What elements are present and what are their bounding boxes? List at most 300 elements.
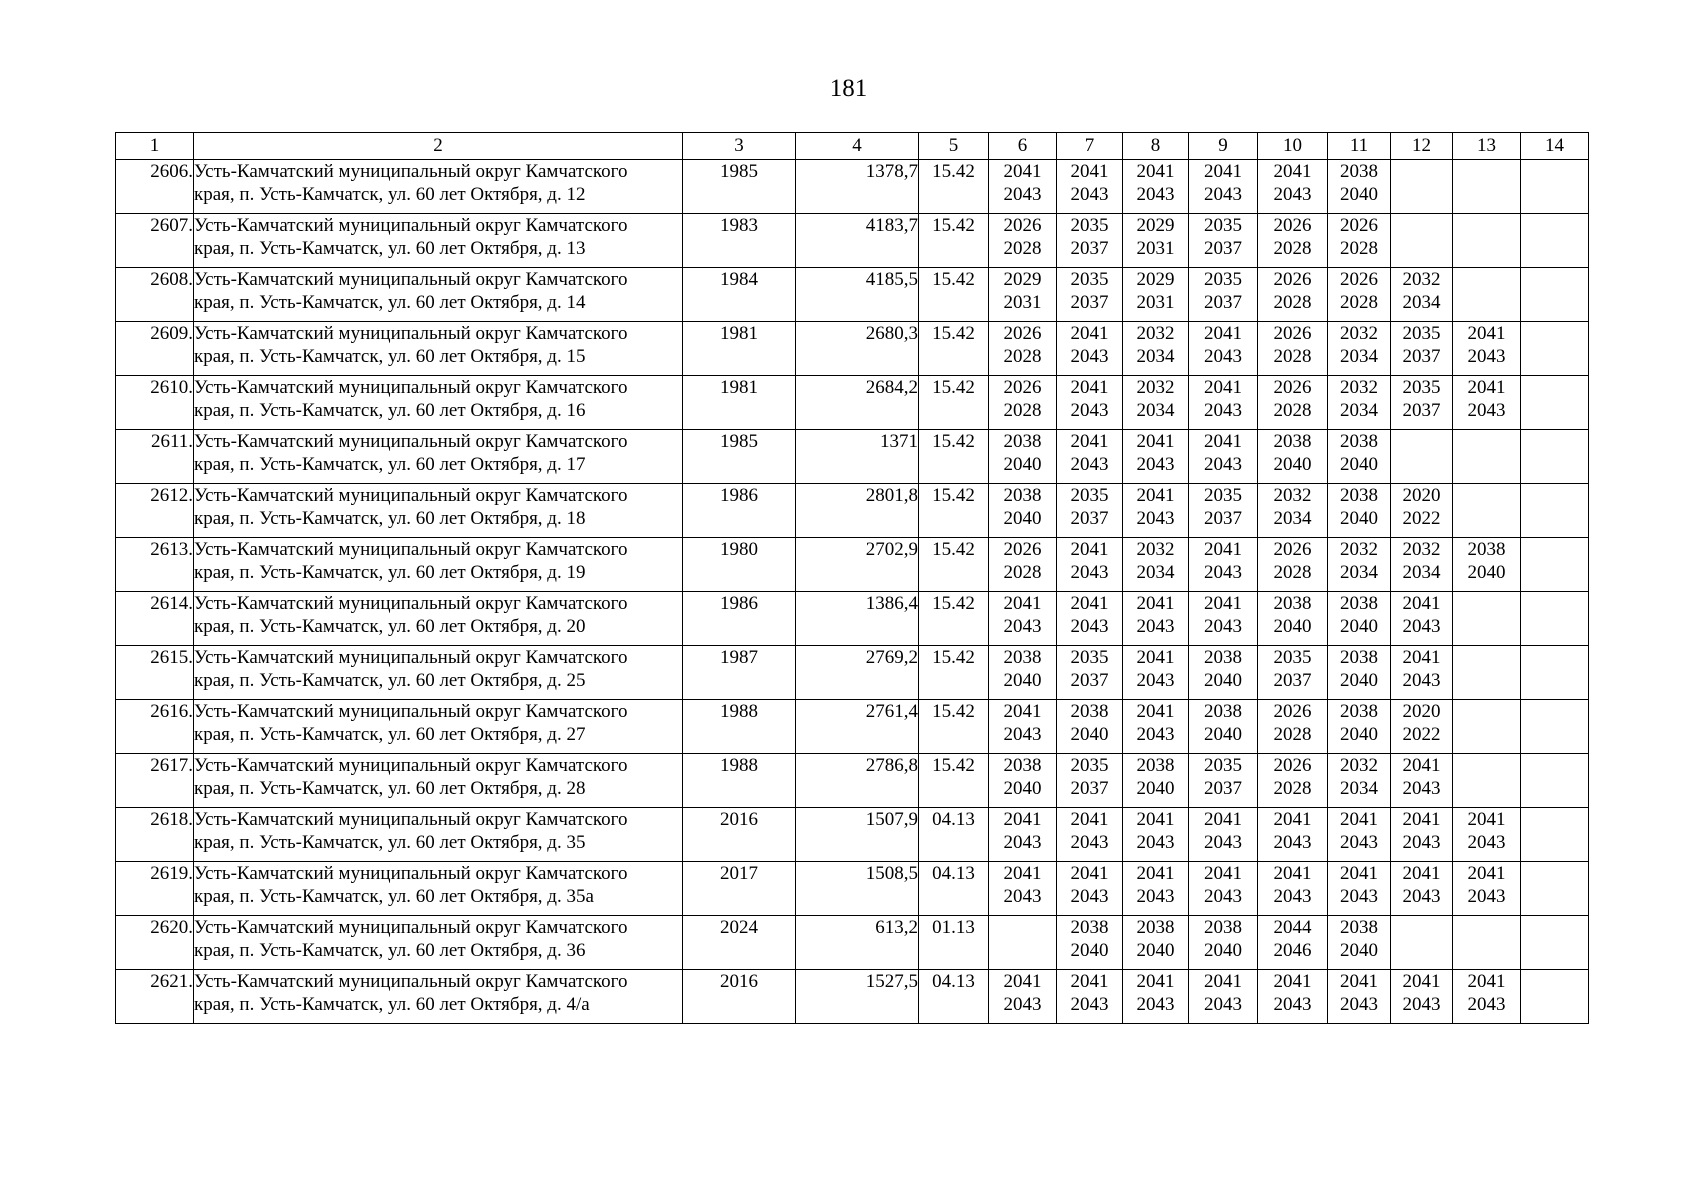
period-end-year: 2028: [1273, 562, 1312, 583]
code-cell: 04.13: [919, 970, 989, 1024]
period-end-year: 2028: [1273, 292, 1312, 313]
period-end-year: 2043: [1273, 184, 1312, 205]
period-end-year: 2043: [1070, 184, 1109, 205]
row-number: 2607.: [116, 214, 194, 268]
period-start-year: 2041: [1204, 809, 1242, 830]
repair-period-cell: [1391, 862, 1453, 916]
repair-period-cell: [1391, 970, 1453, 1024]
repair-period-cell: [1521, 538, 1589, 592]
address-line: края, п. Усть-Камчатск, ул. 60 лет Октября, д. 17: [194, 454, 586, 475]
period-end-year: 2040: [1340, 616, 1378, 637]
repair-period-cell: [1123, 322, 1189, 376]
repair-period-cell: [1391, 808, 1453, 862]
period-start-year: 2041: [1340, 863, 1378, 884]
period-start-year: 2038: [1003, 755, 1042, 776]
period-start-year: 2035: [1204, 269, 1242, 290]
code-cell: 15.42: [919, 538, 989, 592]
period-end-year: 2037: [1070, 238, 1109, 259]
area-cell: 613,2: [796, 916, 919, 970]
repair-period-cell: [1453, 268, 1521, 322]
area-cell: 2702,9: [796, 538, 919, 592]
repair-period-cell: [1521, 430, 1589, 484]
repair-period-cell: [1391, 214, 1453, 268]
period-end-year: 2037: [1070, 508, 1109, 529]
repair-period-cell: [1189, 322, 1258, 376]
period-end-year: 2040: [1136, 778, 1175, 799]
period-start-year: 2041: [1204, 323, 1242, 344]
address-line: края, п. Усть-Камчатск, ул. 60 лет Октября, д. 18: [194, 508, 586, 529]
period-end-year: 2043: [1402, 886, 1441, 907]
address-cell: [194, 268, 683, 322]
repair-period-cell: [1258, 268, 1328, 322]
period-start-year: 2029: [1136, 215, 1175, 236]
period-start-year: 2032: [1340, 755, 1378, 776]
row-number: 2615.: [116, 646, 194, 700]
period-start-year: 2038: [1003, 485, 1042, 506]
period-end-year: 2043: [1070, 400, 1109, 421]
period-start-year: 2041: [1070, 431, 1109, 452]
repair-period-cell: [989, 700, 1057, 754]
address-line: края, п. Усть-Камчатск, ул. 60 лет Октября, д. 36: [194, 940, 586, 961]
repair-period-cell: [1453, 592, 1521, 646]
period-end-year: 2028: [1273, 778, 1312, 799]
period-end-year: 2028: [1003, 400, 1042, 421]
repair-period-cell: [1057, 214, 1123, 268]
table-row: [116, 862, 1589, 916]
build-year-cell: 1987: [683, 646, 796, 700]
repair-period-cell: [1189, 646, 1258, 700]
repair-period-cell: [1521, 376, 1589, 430]
build-year-cell: 2017: [683, 862, 796, 916]
repair-period-cell: [1328, 322, 1391, 376]
code-cell: 15.42: [919, 376, 989, 430]
period-end-year: 2040: [1070, 940, 1109, 961]
period-end-year: 2028: [1273, 400, 1312, 421]
address-cell: [194, 322, 683, 376]
repair-period-cell: [1189, 862, 1258, 916]
period-end-year: 2040: [1340, 454, 1378, 475]
column-header: 12: [1391, 133, 1453, 160]
repair-period-cell: [1057, 808, 1123, 862]
build-year-cell: 1981: [683, 322, 796, 376]
period-start-year: 2041: [1003, 809, 1042, 830]
period-end-year: 2034: [1340, 400, 1378, 421]
period-end-year: 2028: [1340, 292, 1378, 313]
row-number: 2621.: [116, 970, 194, 1024]
period-end-year: 2034: [1136, 400, 1175, 421]
address-line: края, п. Усть-Камчатск, ул. 60 лет Октября, д. 13: [194, 238, 586, 259]
repair-period-cell: [989, 862, 1057, 916]
period-end-year: 2043: [1273, 832, 1312, 853]
table-row: [116, 214, 1589, 268]
period-end-year: 2037: [1204, 292, 1242, 313]
period-start-year: 2026: [1003, 377, 1042, 398]
period-end-year: 2037: [1402, 346, 1441, 367]
period-end-year: 2046: [1273, 940, 1312, 961]
period-start-year: 2041: [1467, 323, 1506, 344]
period-start-year: 2029: [1136, 269, 1175, 290]
repair-period-cell: [1123, 376, 1189, 430]
repair-period-cell: [1189, 484, 1258, 538]
period-start-year: 2041: [1136, 431, 1175, 452]
address-line: Усть-Камчатский муниципальный округ Камчатского: [194, 917, 628, 938]
period-end-year: 2028: [1003, 346, 1042, 367]
period-start-year: 2032: [1340, 377, 1378, 398]
period-start-year: 2041: [1204, 377, 1242, 398]
period-end-year: 2040: [1003, 454, 1042, 475]
repair-period-cell: [1521, 160, 1589, 214]
area-cell: 1527,5: [796, 970, 919, 1024]
repair-period-cell: [989, 538, 1057, 592]
period-start-year: 2041: [1402, 755, 1441, 776]
address-cell: [194, 214, 683, 268]
period-start-year: 2038: [1070, 701, 1109, 722]
period-end-year: 2043: [1204, 346, 1242, 367]
repair-period-cell: [1258, 916, 1328, 970]
period-end-year: 2028: [1273, 238, 1312, 259]
table-row: [116, 538, 1589, 592]
build-year-cell: 1988: [683, 700, 796, 754]
column-header: 7: [1057, 133, 1123, 160]
period-end-year: 2043: [1070, 994, 1109, 1015]
row-number: 2613.: [116, 538, 194, 592]
table-row: [116, 970, 1589, 1024]
period-end-year: 2043: [1204, 400, 1242, 421]
code-cell: 15.42: [919, 430, 989, 484]
period-start-year: 2041: [1136, 971, 1175, 992]
period-start-year: 2026: [1003, 323, 1042, 344]
address-line: Усть-Камчатский муниципальный округ Камчатского: [194, 269, 628, 290]
period-end-year: 2031: [1136, 292, 1175, 313]
table-row: [116, 430, 1589, 484]
period-start-year: 2038: [1136, 755, 1175, 776]
address-cell: [194, 916, 683, 970]
period-end-year: 2040: [1070, 724, 1109, 745]
period-start-year: 2038: [1204, 917, 1242, 938]
row-number: 2617.: [116, 754, 194, 808]
address-line: края, п. Усть-Камчатск, ул. 60 лет Октября, д. 35а: [194, 886, 594, 907]
period-end-year: 2040: [1003, 778, 1042, 799]
period-start-year: 2038: [1340, 431, 1378, 452]
period-end-year: 2043: [1003, 994, 1042, 1015]
code-cell: 04.13: [919, 862, 989, 916]
period-start-year: 2041: [1204, 593, 1242, 614]
period-start-year: 2038: [1340, 485, 1378, 506]
address-line: Усть-Камчатский муниципальный округ Камчатского: [194, 431, 628, 452]
column-header: 8: [1123, 133, 1189, 160]
address-line: Усть-Камчатский муниципальный округ Камчатского: [194, 323, 628, 344]
address-line: Усть-Камчатский муниципальный округ Камчатского: [194, 539, 628, 560]
period-start-year: 2041: [1070, 161, 1109, 182]
period-start-year: 2041: [1136, 161, 1175, 182]
period-start-year: 2035: [1070, 485, 1109, 506]
table-row: [116, 646, 1589, 700]
row-number: 2609.: [116, 322, 194, 376]
period-start-year: 2041: [1402, 593, 1441, 614]
period-start-year: 2032: [1136, 323, 1175, 344]
period-end-year: 2040: [1003, 670, 1042, 691]
period-end-year: 2043: [1467, 886, 1506, 907]
column-header: 9: [1189, 133, 1258, 160]
period-end-year: 2043: [1204, 832, 1242, 853]
period-end-year: 2043: [1003, 886, 1042, 907]
period-end-year: 2043: [1273, 886, 1312, 907]
repair-period-cell: [1258, 862, 1328, 916]
column-header: 4: [796, 133, 919, 160]
area-cell: 4185,5: [796, 268, 919, 322]
address-line: края, п. Усть-Камчатск, ул. 60 лет Октября, д. 19: [194, 562, 586, 583]
table-row: [116, 160, 1589, 214]
period-end-year: 2037: [1070, 292, 1109, 313]
repair-period-cell: [989, 214, 1057, 268]
period-end-year: 2043: [1070, 832, 1109, 853]
repair-period-cell: [1328, 268, 1391, 322]
column-header: 10: [1258, 133, 1328, 160]
row-number: 2606.: [116, 160, 194, 214]
address-cell: [194, 700, 683, 754]
row-number: 2618.: [116, 808, 194, 862]
address-line: Усть-Камчатский муниципальный округ Камчатского: [194, 593, 628, 614]
repair-period-cell: [1521, 700, 1589, 754]
period-start-year: 2038: [1340, 161, 1378, 182]
period-start-year: 2020: [1402, 485, 1441, 506]
period-end-year: 2043: [1467, 346, 1506, 367]
repair-period-cell: [1189, 754, 1258, 808]
repair-period-cell: [1453, 214, 1521, 268]
period-end-year: 2043: [1204, 562, 1242, 583]
period-end-year: 2043: [1136, 886, 1175, 907]
period-start-year: 2038: [1204, 647, 1242, 668]
address-cell: [194, 592, 683, 646]
repair-period-cell: [1123, 484, 1189, 538]
period-end-year: 2043: [1070, 562, 1109, 583]
period-start-year: 2041: [1070, 809, 1109, 830]
repair-period-cell: [989, 970, 1057, 1024]
period-start-year: 2032: [1340, 323, 1378, 344]
repair-period-cell: [1453, 808, 1521, 862]
address-line: Усть-Камчатский муниципальный округ Камчатского: [194, 161, 628, 182]
period-end-year: 2034: [1402, 292, 1441, 313]
repair-period-cell: [1391, 268, 1453, 322]
repair-period-cell: [1189, 268, 1258, 322]
period-start-year: 2041: [1204, 863, 1242, 884]
repair-period-cell: [1453, 646, 1521, 700]
period-end-year: 2043: [1204, 886, 1242, 907]
period-end-year: 2040: [1273, 616, 1312, 637]
period-start-year: 2041: [1003, 161, 1042, 182]
period-start-year: 2044: [1273, 917, 1312, 938]
table-row: [116, 700, 1589, 754]
period-start-year: 2026: [1273, 215, 1312, 236]
build-year-cell: 1985: [683, 430, 796, 484]
period-start-year: 2041: [1136, 809, 1175, 830]
period-start-year: 2038: [1467, 539, 1506, 560]
period-end-year: 2034: [1402, 562, 1441, 583]
area-cell: 2786,8: [796, 754, 919, 808]
period-start-year: 2038: [1340, 593, 1378, 614]
address-line: края, п. Усть-Камчатск, ул. 60 лет Октября, д. 15: [194, 346, 586, 367]
period-start-year: 2041: [1467, 809, 1506, 830]
period-start-year: 2041: [1402, 863, 1441, 884]
column-header: 1: [116, 133, 194, 160]
period-end-year: 2043: [1003, 184, 1042, 205]
area-cell: 1508,5: [796, 862, 919, 916]
build-year-cell: 1986: [683, 592, 796, 646]
repair-period-cell: [1328, 916, 1391, 970]
repair-period-cell: [989, 754, 1057, 808]
period-start-year: 2038: [1340, 701, 1378, 722]
period-start-year: 2041: [1273, 809, 1312, 830]
address-cell: [194, 484, 683, 538]
period-start-year: 2041: [1402, 809, 1441, 830]
period-end-year: 2040: [1340, 508, 1378, 529]
area-cell: 1507,9: [796, 808, 919, 862]
repair-period-cell: [1453, 916, 1521, 970]
repair-period-cell: [1453, 970, 1521, 1024]
period-start-year: 2035: [1070, 647, 1109, 668]
period-start-year: 2026: [1003, 215, 1042, 236]
build-year-cell: 2016: [683, 970, 796, 1024]
repair-period-cell: [1258, 592, 1328, 646]
period-end-year: 2043: [1136, 994, 1175, 1015]
repair-period-cell: [989, 808, 1057, 862]
repair-period-cell: [1391, 754, 1453, 808]
code-cell: 15.42: [919, 754, 989, 808]
repair-period-cell: [1453, 430, 1521, 484]
area-cell: 1378,7: [796, 160, 919, 214]
repair-period-cell: [1189, 538, 1258, 592]
period-start-year: 2041: [1402, 971, 1441, 992]
period-end-year: 2043: [1136, 184, 1175, 205]
repair-period-cell: [1391, 376, 1453, 430]
repair-period-cell: [1258, 430, 1328, 484]
period-start-year: 2041: [1003, 701, 1042, 722]
period-start-year: 2041: [1136, 593, 1175, 614]
repair-period-cell: [1057, 592, 1123, 646]
area-cell: 1371: [796, 430, 919, 484]
period-end-year: 2043: [1204, 616, 1242, 637]
column-header: 3: [683, 133, 796, 160]
address-cell: [194, 430, 683, 484]
period-end-year: 2040: [1204, 724, 1242, 745]
table-row: [116, 592, 1589, 646]
period-start-year: 2029: [1003, 269, 1042, 290]
build-year-cell: 1986: [683, 484, 796, 538]
address-line: края, п. Усть-Камчатск, ул. 60 лет Октября, д. 28: [194, 778, 586, 799]
address-line: края, п. Усть-Камчатск, ул. 60 лет Октября, д. 25: [194, 670, 586, 691]
code-cell: 15.42: [919, 160, 989, 214]
address-line: Усть-Камчатский муниципальный округ Камчатского: [194, 215, 628, 236]
repair-period-cell: [1391, 322, 1453, 376]
period-end-year: 2043: [1402, 670, 1441, 691]
period-end-year: 2040: [1340, 724, 1378, 745]
repair-period-cell: [1328, 646, 1391, 700]
repair-period-cell: [1123, 970, 1189, 1024]
period-end-year: 2022: [1402, 508, 1441, 529]
period-end-year: 2043: [1136, 832, 1175, 853]
repair-period-cell: [1258, 214, 1328, 268]
area-cell: 2680,3: [796, 322, 919, 376]
period-start-year: 2041: [1003, 593, 1042, 614]
period-start-year: 2041: [1204, 539, 1242, 560]
period-end-year: 2034: [1136, 346, 1175, 367]
repair-period-cell: [1057, 646, 1123, 700]
address-line: края, п. Усть-Камчатск, ул. 60 лет Октября, д. 20: [194, 616, 586, 637]
period-start-year: 2038: [1204, 701, 1242, 722]
period-start-year: 2041: [1402, 647, 1441, 668]
repair-period-cell: [1521, 214, 1589, 268]
area-cell: 1386,4: [796, 592, 919, 646]
column-header: 14: [1521, 133, 1589, 160]
address-line: Усть-Камчатский муниципальный округ Камчатского: [194, 377, 628, 398]
address-cell: [194, 538, 683, 592]
period-end-year: 2043: [1003, 616, 1042, 637]
period-end-year: 2034: [1340, 346, 1378, 367]
repair-period-cell: [1057, 862, 1123, 916]
period-end-year: 2037: [1070, 778, 1109, 799]
period-end-year: 2043: [1340, 832, 1378, 853]
repair-period-cell: [1123, 700, 1189, 754]
repair-period-cell: [989, 592, 1057, 646]
table-row: [116, 754, 1589, 808]
period-start-year: 2035: [1070, 215, 1109, 236]
build-year-cell: 1984: [683, 268, 796, 322]
repair-period-cell: [1453, 160, 1521, 214]
period-start-year: 2026: [1273, 377, 1312, 398]
repair-period-cell: [1258, 484, 1328, 538]
period-start-year: 2032: [1136, 539, 1175, 560]
address-line: Усть-Камчатский муниципальный округ Камчатского: [194, 647, 628, 668]
period-end-year: 2043: [1136, 454, 1175, 475]
area-cell: 4183,7: [796, 214, 919, 268]
repair-period-cell: [1123, 808, 1189, 862]
repair-period-cell: [1189, 916, 1258, 970]
period-start-year: 2041: [1204, 971, 1242, 992]
code-cell: 15.42: [919, 268, 989, 322]
page-number: 181: [829, 75, 868, 102]
address-cell: [194, 754, 683, 808]
period-start-year: 2026: [1273, 323, 1312, 344]
repair-period-cell: [1391, 700, 1453, 754]
period-end-year: 2043: [1003, 724, 1042, 745]
period-start-year: 2038: [1136, 917, 1175, 938]
repair-period-cell: [1521, 268, 1589, 322]
period-end-year: 2028: [1273, 724, 1312, 745]
table-row: [116, 916, 1589, 970]
period-start-year: 2038: [1273, 593, 1312, 614]
code-cell: 15.42: [919, 322, 989, 376]
area-cell: 2769,2: [796, 646, 919, 700]
period-start-year: 2041: [1273, 971, 1312, 992]
repair-period-cell: [1328, 484, 1391, 538]
period-end-year: 2034: [1136, 562, 1175, 583]
repair-period-cell: [1123, 754, 1189, 808]
period-end-year: 2034: [1340, 562, 1378, 583]
repair-period-cell: [1328, 808, 1391, 862]
period-end-year: 2037: [1070, 670, 1109, 691]
period-start-year: 2026: [1003, 539, 1042, 560]
code-cell: 15.42: [919, 700, 989, 754]
address-cell: [194, 160, 683, 214]
period-start-year: 2041: [1136, 647, 1175, 668]
row-number: 2616.: [116, 700, 194, 754]
address-line: края, п. Усть-Камчатск, ул. 60 лет Октября, д. 35: [194, 832, 586, 853]
repair-period-cell: [1258, 160, 1328, 214]
period-start-year: 2032: [1402, 539, 1441, 560]
column-header: 11: [1328, 133, 1391, 160]
period-start-year: 2035: [1070, 755, 1109, 776]
period-start-year: 2041: [1070, 377, 1109, 398]
